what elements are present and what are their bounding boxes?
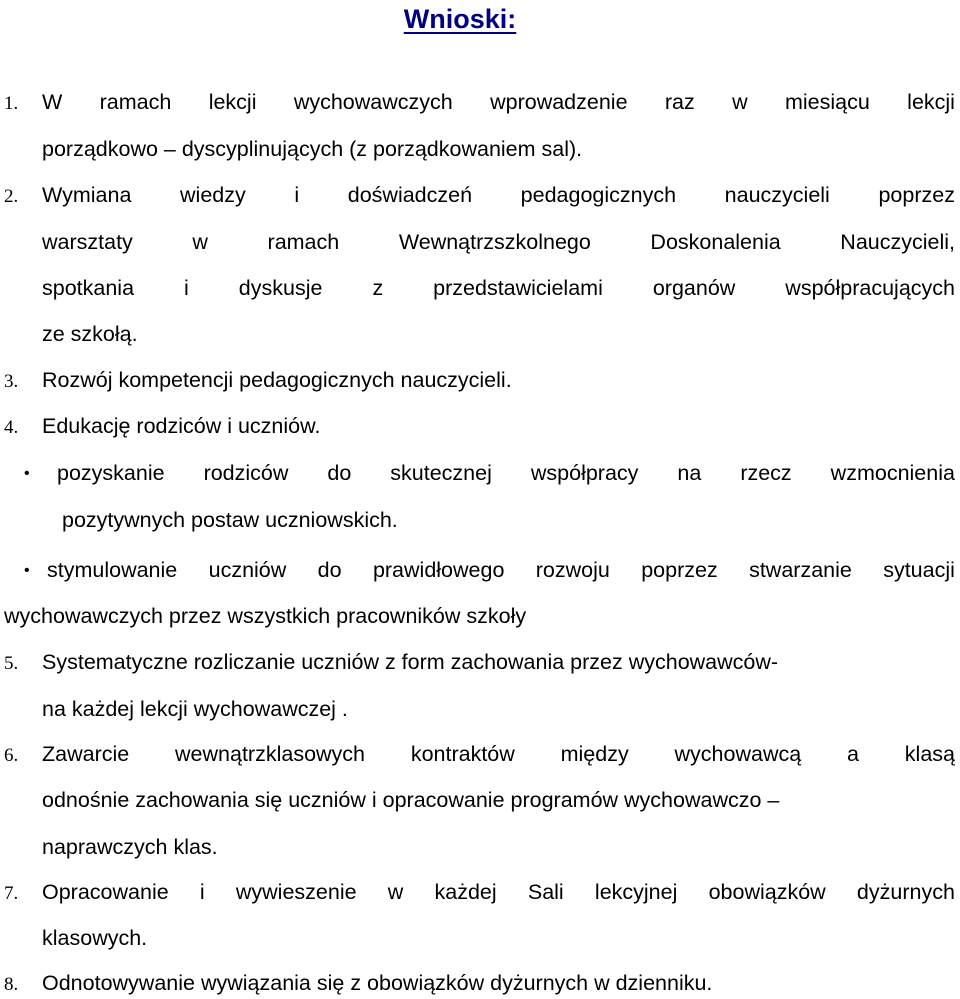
item-number: 1. bbox=[4, 93, 19, 114]
word: kontraktów bbox=[410, 742, 515, 766]
word: i bbox=[184, 276, 189, 300]
item-text-line bbox=[42, 232, 955, 254]
item-text-line: ze szkołą. bbox=[42, 322, 138, 346]
word: uczniów bbox=[208, 558, 287, 582]
word: stwarzanie bbox=[749, 558, 852, 582]
word: przedstawicielami bbox=[433, 276, 603, 300]
item-text-line: Odnotowywanie wywiązania się z obowiązków dyżurnych w dzienniku. bbox=[42, 971, 713, 995]
word: w bbox=[732, 90, 748, 114]
item-text-line bbox=[42, 92, 955, 114]
word: i bbox=[199, 880, 205, 904]
word: wiedzy bbox=[180, 183, 246, 207]
word: z bbox=[372, 276, 384, 300]
word: ramach bbox=[99, 90, 172, 114]
word: skutecznej bbox=[390, 461, 492, 485]
word: obowiązków bbox=[708, 880, 826, 904]
word: współpracujących bbox=[785, 276, 955, 300]
word: doświadczeń bbox=[347, 183, 473, 207]
word: prawidłowego bbox=[372, 558, 505, 582]
item-text-line: pozytywnych postaw uczniowskich. bbox=[62, 508, 398, 532]
word: na bbox=[677, 461, 702, 485]
item-text-line: na każdej lekcji wychowawczej . bbox=[42, 697, 348, 721]
word: każdej bbox=[434, 880, 497, 904]
word: poprzez bbox=[641, 558, 718, 582]
word: pozyskanie bbox=[57, 461, 165, 485]
item-number: 6. bbox=[4, 745, 19, 766]
bullet-marker: • bbox=[24, 465, 30, 482]
word: wprowadzenie bbox=[490, 90, 628, 114]
word: poprzez bbox=[878, 183, 955, 207]
item-text-line: porządkowo – dyscyplinujących (z porządkowaniem sal). bbox=[42, 137, 583, 161]
word: lekcyjnej bbox=[594, 880, 678, 904]
word: sytuacji bbox=[883, 558, 955, 582]
item-number: 2. bbox=[4, 186, 19, 207]
page-title: Wnioski: bbox=[403, 4, 517, 34]
word: Zawarcie bbox=[42, 742, 130, 766]
word: Doskonalenia bbox=[650, 230, 781, 254]
word: rodziców bbox=[203, 461, 289, 485]
word: organów bbox=[652, 276, 736, 300]
word: lekcji bbox=[907, 90, 955, 114]
item-text-line bbox=[57, 463, 955, 485]
word: pedagogicznych bbox=[520, 183, 677, 207]
word: rozwoju bbox=[535, 558, 610, 582]
word: Wymiana bbox=[42, 183, 132, 207]
item-text-line bbox=[42, 185, 955, 207]
item-number: 7. bbox=[4, 883, 19, 904]
word: raz bbox=[664, 90, 695, 114]
item-number: 8. bbox=[4, 974, 19, 995]
word: wzmocnienia bbox=[830, 461, 955, 485]
bullet-marker: • bbox=[24, 562, 30, 579]
word: i bbox=[294, 183, 300, 207]
item-number: 5. bbox=[4, 653, 19, 674]
item-text-line: naprawczych klas. bbox=[42, 835, 218, 859]
word: wychowawczych bbox=[293, 90, 453, 114]
word: spotkania bbox=[42, 276, 135, 300]
word: do bbox=[317, 558, 342, 582]
word: nauczycieli bbox=[724, 183, 830, 207]
item-text-line: Edukację rodziców i uczniów. bbox=[42, 414, 321, 438]
word: W bbox=[42, 90, 63, 114]
word: Nauczycieli, bbox=[840, 230, 955, 254]
word: wywieszenie bbox=[235, 880, 357, 904]
word: rzecz bbox=[740, 461, 792, 485]
word: dyżurnych bbox=[856, 880, 955, 904]
word: w bbox=[387, 880, 404, 904]
word: lekcji bbox=[208, 90, 257, 114]
word: Sali bbox=[527, 880, 564, 904]
item-text-line: Systematyczne rozliczanie uczniów z form zachowania przez wychowawców- bbox=[42, 650, 779, 674]
item-text-line bbox=[42, 278, 955, 300]
word: dyskusje bbox=[238, 276, 323, 300]
item-number: 3. bbox=[4, 371, 19, 392]
word: Opracowanie bbox=[42, 880, 169, 904]
item-text-line: wychowawczych przez wszystkich pracowników szkoły bbox=[4, 604, 527, 628]
item-text-line bbox=[42, 744, 955, 766]
word: współpracy bbox=[530, 461, 639, 485]
word: w bbox=[192, 230, 208, 254]
item-text-line: klasowych. bbox=[42, 926, 148, 950]
item-text-line: Rozwój kompetencji pedagogicznych nauczycieli. bbox=[42, 368, 512, 392]
word: warsztaty bbox=[42, 230, 133, 254]
word: do bbox=[327, 461, 352, 485]
item-text-line: odnośnie zachowania się uczniów i opracowanie programów wychowawczo – bbox=[42, 788, 780, 812]
item-number: 4. bbox=[4, 417, 19, 438]
item-text-line bbox=[47, 560, 955, 582]
word: klasą bbox=[904, 742, 955, 766]
item-text-line bbox=[42, 882, 955, 904]
word: stymulowanie bbox=[47, 558, 178, 582]
word: ramach bbox=[267, 230, 340, 254]
word: miesiącu bbox=[784, 90, 870, 114]
word: między bbox=[560, 742, 629, 766]
word: a bbox=[847, 742, 859, 766]
word: wychowawcą bbox=[674, 742, 802, 766]
word: wewnątrzklasowych bbox=[175, 742, 366, 766]
word: Wewnątrzszkolnego bbox=[398, 230, 591, 254]
